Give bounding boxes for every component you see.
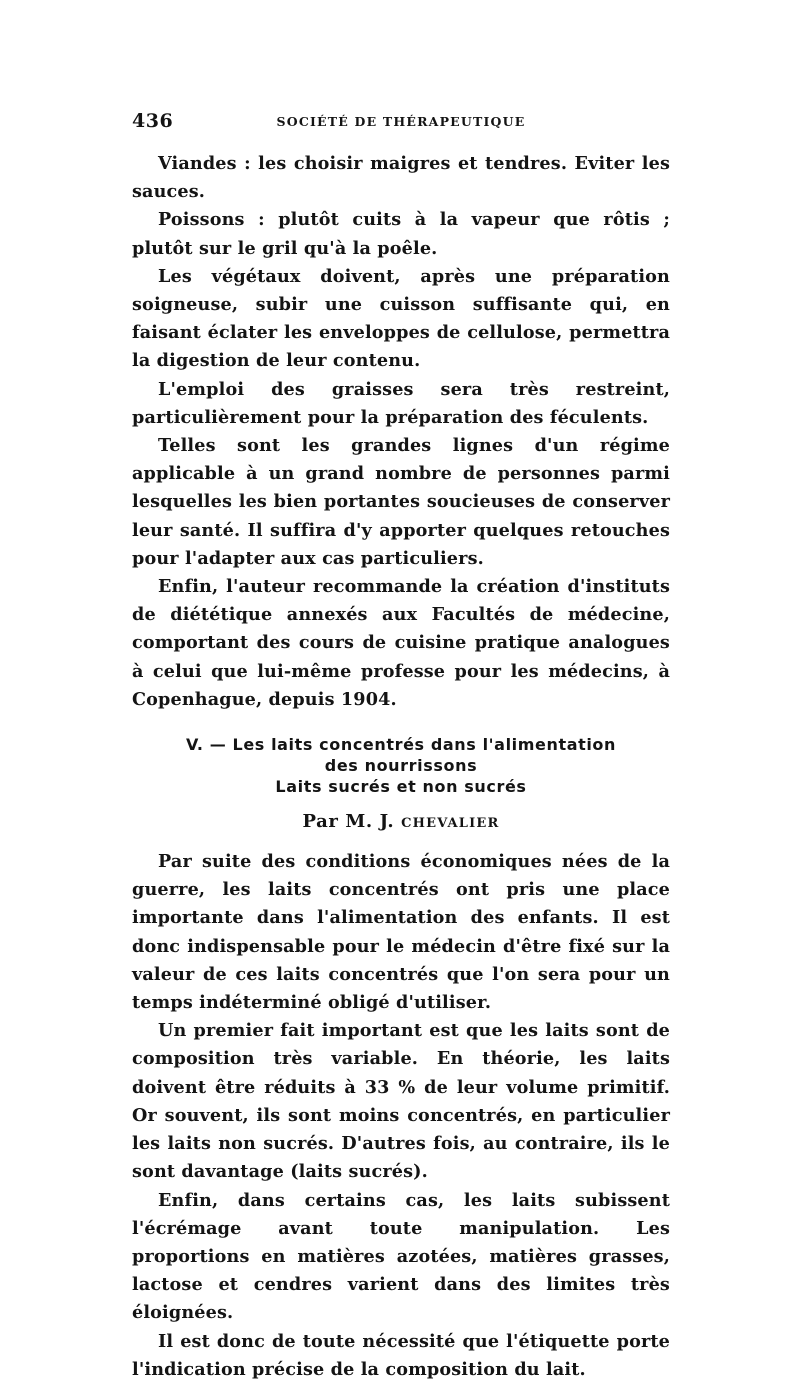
article-title-line-1: V. — Les laits concentrés dans l'alimentation (185, 735, 617, 755)
article-title-line-2: des nourrissons (324, 756, 478, 776)
paragraph-poissons: Poissons : plutôt cuits à la vapeur que rôtis ; plutôt sur le gril qu'à la poêle. (132, 209, 670, 259)
page-number: 436 (132, 110, 174, 132)
paragraph-regime: Telles sont les grandes lignes d'un régime applicable à un grand nombre de personnes parmi lesquelles les bien portantes soucieuses de conserver leur santé. Il suffira d'y apporter quelques retouches pour l'adapter aux cas particuliers. (132, 435, 670, 569)
article-subtitle: Laits sucrés et non sucrés (275, 777, 527, 797)
paragraph-etiquette: Il est donc de toute nécessité que l'étiquette porte l'indication précise de la composition du lait. (132, 1330, 670, 1380)
author-prefix: Par M. J. (302, 811, 402, 833)
paragraph-vegetaux: Les végétaux doivent, après une préparation soigneuse, subir une cuisson suffisante qui, en faisant éclater les enveloppes de cellulose, permettra la digestion de leur contenu. (132, 265, 670, 372)
paragraph-graisses: L'emploi des graisses sera très restreint, particulièrement pour la préparation des féculents. (132, 378, 670, 428)
paragraph-viandes: Viandes : les choisir maigres et tendres. Eviter les sauces. (132, 153, 670, 203)
paragraph-composition: Un premier fait important est que les laits sont de composition très variable. En théorie, les laits doivent être réduits à 33 % de leur volume primitif. Or souvent, ils sont moins concentrés, en particulier les laits non sucrés. D'autres fois, au contraire, ils le sont davantage (laits sucrés). (132, 1020, 670, 1183)
article-body (132, 848, 670, 1384)
book-page (132, 110, 670, 1384)
running-head (132, 110, 670, 136)
paragraph-instituts: Enfin, l'auteur recommande la création d'instituts de diététique annexés aux Facultés de médecine, comportant des cours de cuisine pratique analogues à celui que lui-même professe pour les médecins, à Copenhague, depuis 1904. (132, 576, 670, 710)
running-title: SOCIÉTÉ DE THÉRAPEUTIQUE (276, 114, 526, 129)
article-author (132, 811, 670, 832)
author-name: CHEVALIER (401, 816, 500, 832)
article-heading (132, 734, 670, 797)
previous-article-text (132, 150, 670, 714)
paragraph-guerre: Par suite des conditions économiques nées de la guerre, les laits concentrés ont pris une place importante dans l'alimentation des enfants. Il est donc indispensable pour le médecin d'être fixé sur la valeur de ces laits concentrés que l'on sera pour un temps indéterminé obligé d'utiliser. (132, 851, 670, 1014)
paragraph-ecremage: Enfin, dans certains cas, les laits subissent l'écrémage avant toute manipulation. Les proportions en matières azotées, matières grasses, lactose et cendres varient dans des limites très éloignées. (132, 1189, 670, 1324)
